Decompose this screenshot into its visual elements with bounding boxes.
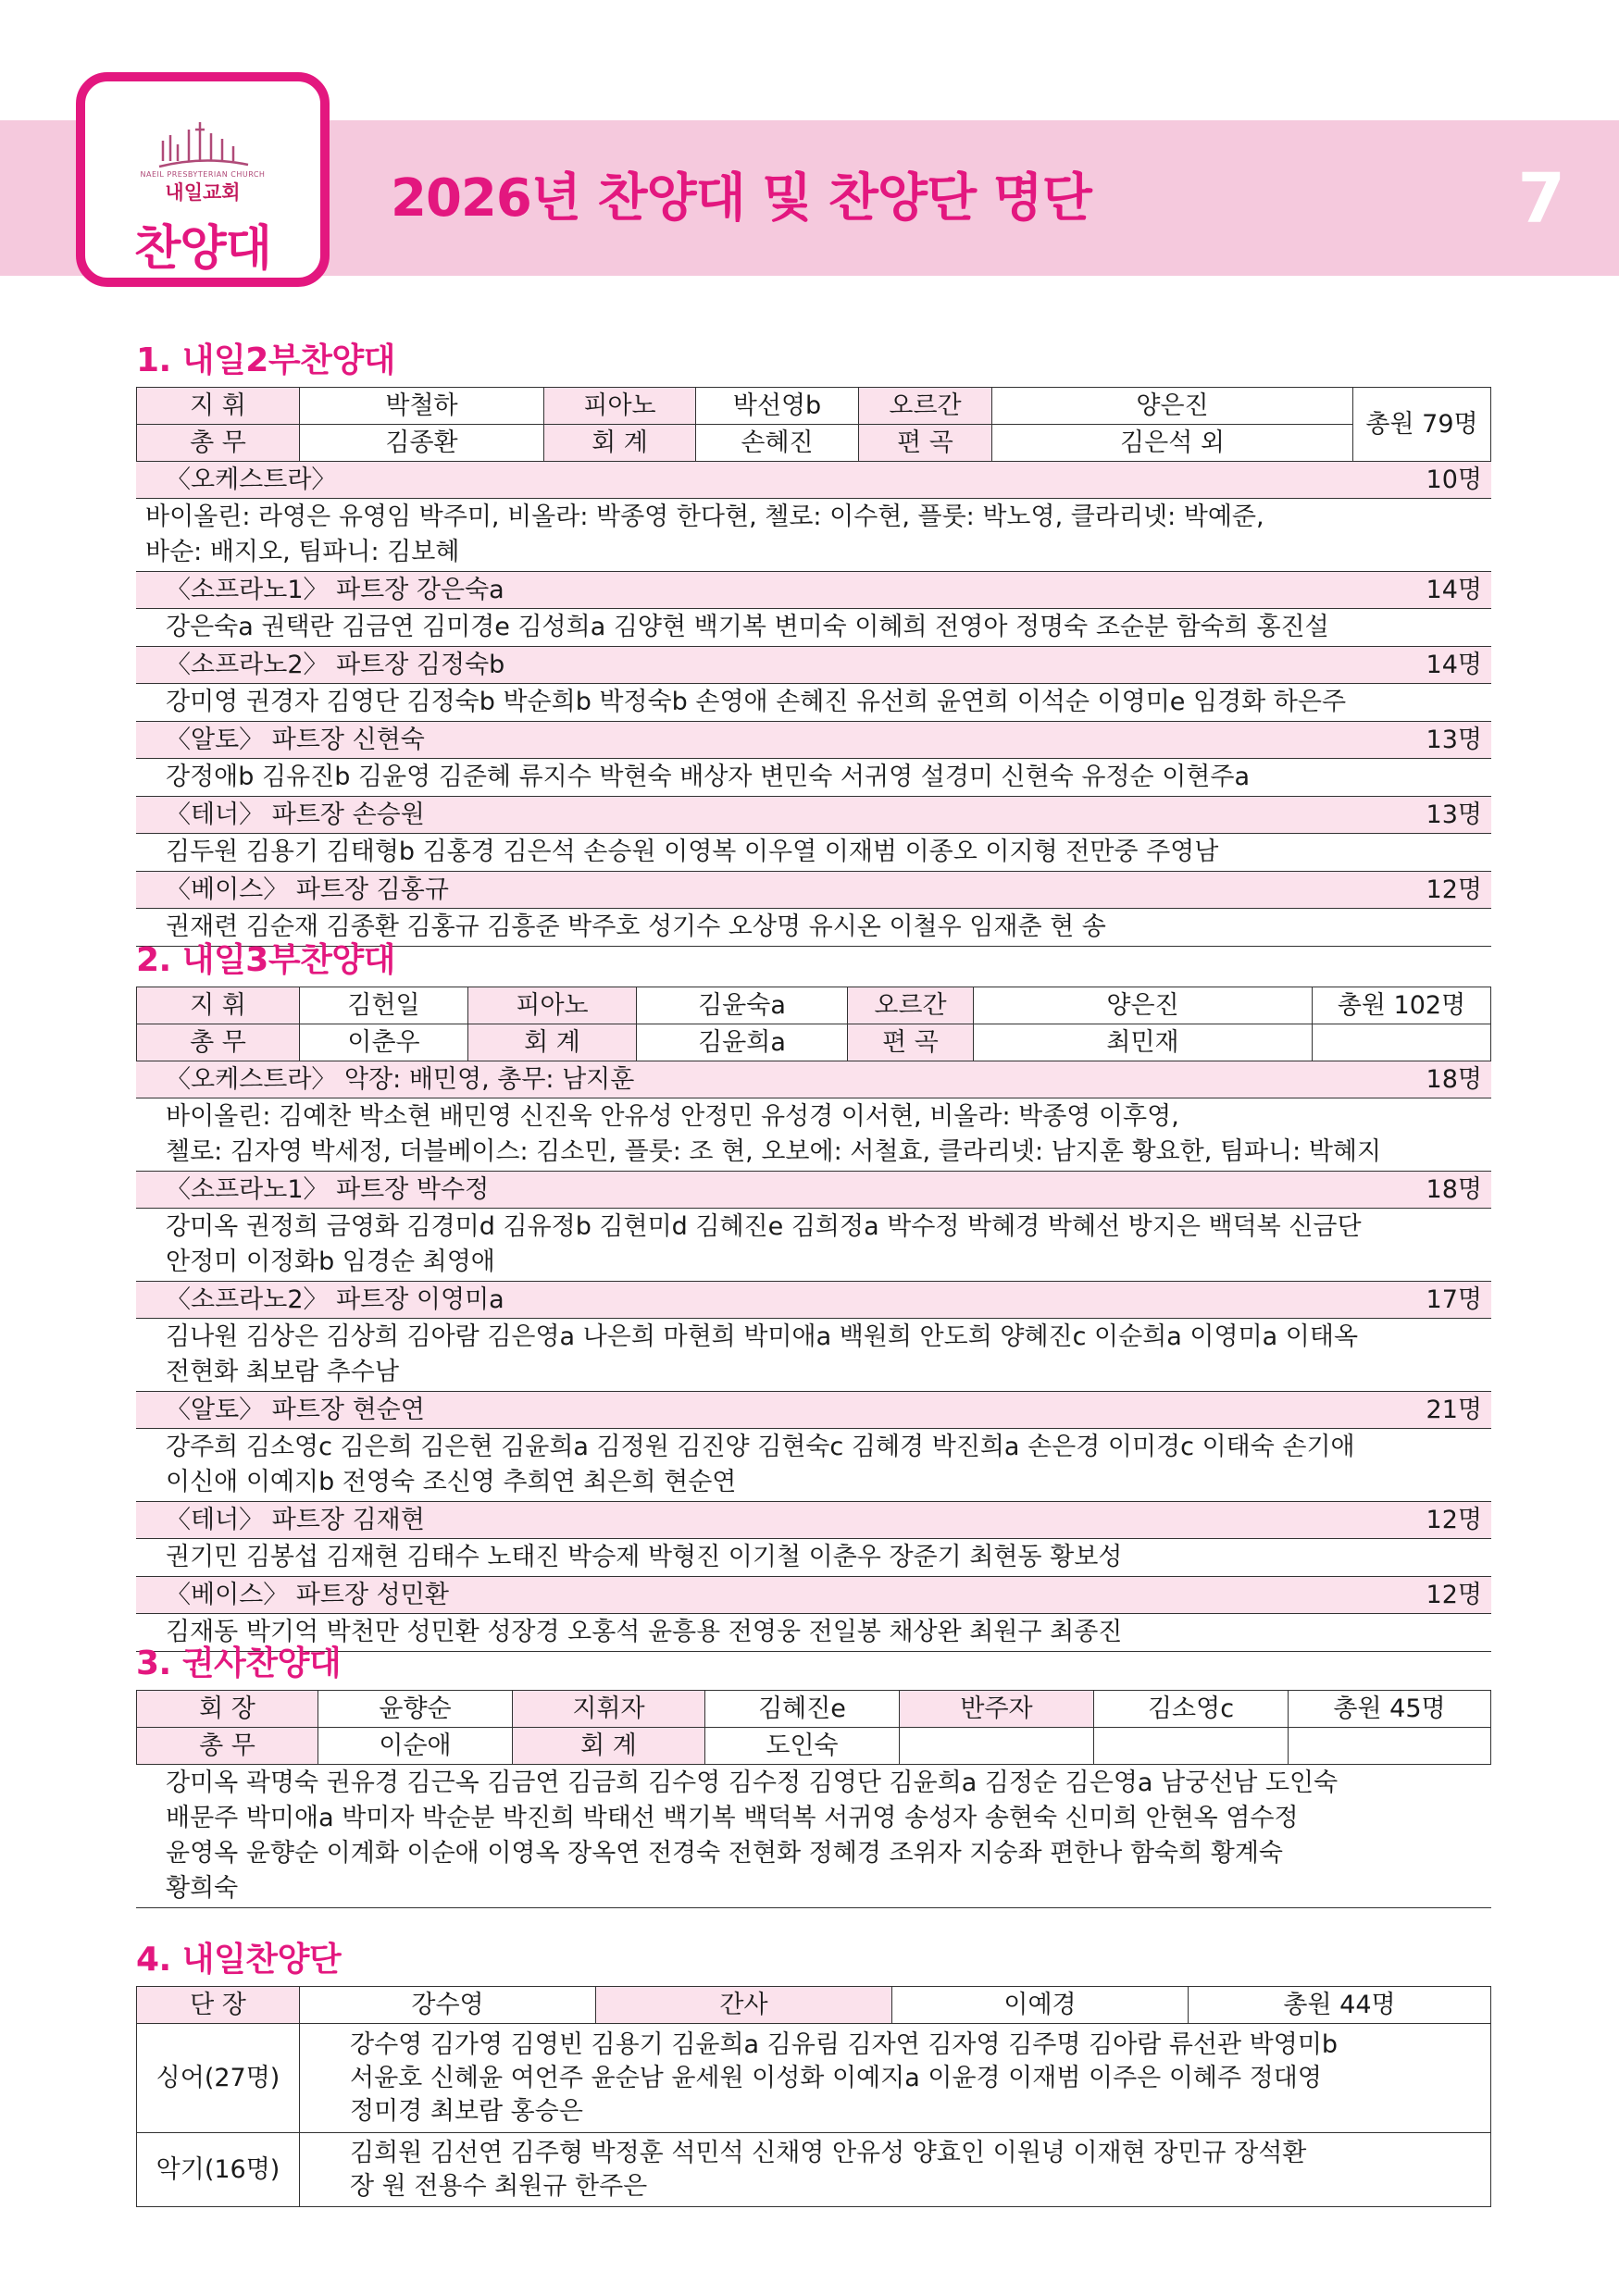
info-value: 이예경 <box>892 1987 1189 2024</box>
part-header <box>136 797 1491 834</box>
member-line: 황희숙 <box>166 1874 239 1903</box>
part-header <box>136 647 1491 684</box>
part-header <box>136 872 1491 909</box>
part-count: 13명 <box>1426 726 1482 754</box>
logo-caption: NAEIL PRESBYTERIAN CHURCH <box>140 170 266 179</box>
section-deaconess-choir <box>136 1638 1491 1908</box>
part-count: 18명 <box>1426 1175 1482 1204</box>
member-line: 김두원 김용기 김태형b 김홍경 김은석 손승원 이영복 이우열 이재범 이종오 이지형 전만중 주영남 <box>166 838 1219 866</box>
part-header <box>136 1282 1491 1319</box>
info-value: 김윤희a <box>637 1024 848 1061</box>
part-count: 13명 <box>1426 800 1482 829</box>
info-value: 양은진 <box>992 388 1353 425</box>
logo-title: 찬양대 <box>134 221 271 277</box>
singers-label: 싱어(27명) <box>137 2024 300 2133</box>
info-label: 지 휘 <box>137 388 300 425</box>
member-line: 강주희 김소영c 김은희 김은현 김윤희a 김정원 김진양 김현숙c 김혜경 박진희a 손은경 이미경c 이태숙 손기애 <box>166 1433 1355 1461</box>
part-label: 〈베이스〉 파트장 김홍규 <box>166 875 449 904</box>
member-list <box>136 609 1491 647</box>
member-line: 바이올린: 라영은 유영임 박주미, 비올라: 박종영 한다현, 첼로: 이수현, 플룻: 박노영, 클라리넷: 박예준, <box>145 503 1264 531</box>
member-line: 정미경 최보람 홍승은 <box>350 2096 583 2126</box>
info-value: 김종환 <box>300 425 544 462</box>
member-list <box>136 759 1491 797</box>
part-label: 〈알토〉 파트장 현순연 <box>166 1396 425 1424</box>
part-count: 21명 <box>1426 1396 1482 1424</box>
info-label: 오르간 <box>859 388 992 425</box>
section-title: 2. 내일3부찬양대 <box>136 941 395 979</box>
info-label: 단 장 <box>137 1987 300 2024</box>
page-number: 7 <box>1517 159 1565 239</box>
part-count: 12명 <box>1426 1506 1482 1534</box>
section-3rd-service-choir <box>136 935 1491 1652</box>
info-value: 박선영b <box>696 388 859 425</box>
member-line: 강미영 권경자 김영단 김정숙b 박순희b 박정숙b 손영애 손혜진 유선희 윤연희 이석순 이영미e 임경화 하은주 <box>166 688 1347 716</box>
part-label: 〈소프라노2〉 파트장 이영미a <box>166 1285 504 1314</box>
member-line: 바순: 배지오, 팀파니: 김보혜 <box>145 538 460 566</box>
member-line: 강수영 김가영 김영빈 김용기 김윤희a 김유림 김자연 김자영 김주명 김아람 류선관 박영미b <box>350 2029 1339 2059</box>
section-title: 1. 내일2부찬양대 <box>136 341 395 379</box>
instruments-list <box>300 2133 1491 2207</box>
info-value: 김혜진e <box>705 1691 900 1728</box>
member-line: 이신애 이예지b 전영숙 조신영 추희연 최은희 현순연 <box>166 1468 737 1496</box>
part-count: 12명 <box>1426 1581 1482 1609</box>
total-count: 총원 44명 <box>1189 1987 1491 2024</box>
choir-info-table <box>136 1690 1491 1765</box>
page-title: 2026년 찬양대 및 찬양단 명단 <box>391 168 1091 229</box>
member-line: 강정애b 김유진b 김윤영 김준혜 류지수 박현숙 배상자 변민숙 서귀영 설경미 신현숙 유정순 이현주a <box>166 763 1251 791</box>
member-list <box>136 684 1491 722</box>
choir-info-table <box>136 987 1491 1061</box>
part-header <box>136 572 1491 609</box>
member-line: 전현화 최보람 추수남 <box>166 1358 399 1386</box>
info-value: 이순애 <box>318 1728 513 1765</box>
info-label: 회 장 <box>137 1691 318 1728</box>
info-value: 김헌일 <box>300 987 468 1024</box>
member-line: 강미옥 권정희 금영화 김경미d 김유정b 김현미d 김혜진e 김희정a 박수정 박혜경 박혜선 방지은 백덕복 신금단 <box>166 1212 1362 1241</box>
info-value: 김은석 외 <box>992 425 1353 462</box>
part-label: 〈오케스트라〉 악장: 배민영, 총무: 남지훈 <box>166 1065 635 1094</box>
member-list <box>136 1429 1491 1502</box>
info-value: 강수영 <box>300 1987 596 2024</box>
member-list <box>136 499 1491 572</box>
part-label: 〈알토〉 파트장 신현숙 <box>166 726 425 754</box>
member-line: 김나원 김상은 김상희 김아람 김은영a 나은희 마현희 박미애a 백원희 안도희 양혜진c 이순희a 이영미a 이태옥 <box>166 1322 1359 1351</box>
member-line: 바이올린: 김예찬 박소현 배민영 신진욱 안유성 안정민 유성경 이서현, 비올라: 박종영 이후영, <box>166 1102 1179 1131</box>
member-line: 강은숙a 권택란 김금연 김미경e 김성희a 김양현 백기복 변미숙 이혜희 전영아 정명숙 조순분 함숙희 홍진설 <box>166 613 1329 641</box>
part-label: 〈테너〉 파트장 김재현 <box>166 1506 425 1534</box>
member-line: 서윤호 신혜윤 여언주 윤순남 윤세원 이성화 이예지a 이윤경 이재범 이주은 이혜주 정대영 <box>350 2063 1322 2092</box>
info-value: 이춘우 <box>300 1024 468 1061</box>
member-line: 장 원 전용수 최원규 한주은 <box>350 2171 648 2201</box>
section-title: 3. 권사찬양대 <box>136 1644 342 1682</box>
part-label: 〈베이스〉 파트장 성민환 <box>166 1581 449 1609</box>
part-label: 〈소프라노1〉 파트장 박수정 <box>166 1175 490 1204</box>
instruments-label: 악기(16명) <box>137 2133 300 2207</box>
info-label: 간사 <box>596 1987 892 2024</box>
empty-cell <box>1094 1728 1289 1765</box>
member-line: 첼로: 김자영 박세정, 더블베이스: 김소민, 플룻: 조 현, 오보에: 서철효, 클라리넷: 남지훈 황요한, 팀파니: 박혜지 <box>166 1137 1382 1166</box>
info-value: 박철하 <box>300 388 544 425</box>
info-label: 회 계 <box>513 1728 705 1765</box>
praise-team-table <box>136 1986 1491 2207</box>
member-list <box>136 1319 1491 1392</box>
total-count: 총원 79명 <box>1353 388 1491 462</box>
part-count: 17명 <box>1426 1285 1482 1314</box>
part-header <box>136 1172 1491 1209</box>
info-label: 회 계 <box>544 425 696 462</box>
info-label: 반주자 <box>900 1691 1094 1728</box>
part-count: 14명 <box>1426 576 1482 604</box>
part-header <box>136 722 1491 759</box>
info-value: 도인숙 <box>705 1728 900 1765</box>
info-value: 윤향순 <box>318 1691 513 1728</box>
info-value: 손혜진 <box>696 425 859 462</box>
info-label: 지휘자 <box>513 1691 705 1728</box>
info-label: 오르간 <box>848 987 974 1024</box>
part-count: 10명 <box>1426 465 1482 494</box>
church-skyline-icon <box>157 118 250 170</box>
member-line: 김희원 김선연 김주형 박정훈 석민석 신채영 안유성 양효인 이원녕 이재현 장민규 장석환 <box>350 2138 1307 2167</box>
info-value: 양은진 <box>974 987 1313 1024</box>
info-label: 총 무 <box>137 425 300 462</box>
info-label: 피아노 <box>544 388 696 425</box>
info-value: 김소영c <box>1094 1691 1289 1728</box>
section-praise-team <box>136 1934 1491 2207</box>
member-line: 안정미 이정화b 임경순 최영애 <box>166 1247 495 1276</box>
section-title: 4. 내일찬양단 <box>136 1941 342 1979</box>
part-header <box>136 462 1491 499</box>
empty-cell <box>900 1728 1094 1765</box>
member-line: 권기민 김봉섭 김재현 김태수 노태진 박승제 박형진 이기철 이춘우 장준기 최현동 황보성 <box>166 1543 1123 1571</box>
part-count: 12명 <box>1426 875 1482 904</box>
member-line: 배문주 박미애a 박미자 박순분 박진희 박태선 백기복 백덕복 서귀영 송성자 송현숙 신미희 안현옥 염수정 <box>166 1804 1299 1832</box>
empty-cell <box>1289 1728 1491 1765</box>
info-label: 편 곡 <box>859 425 992 462</box>
info-label: 편 곡 <box>848 1024 974 1061</box>
empty-cell <box>1313 1024 1491 1061</box>
part-count: 14명 <box>1426 651 1482 679</box>
member-list <box>136 834 1491 872</box>
member-list <box>136 1765 1491 1908</box>
part-label: 〈오케스트라〉 <box>166 465 337 494</box>
total-count: 총원 102명 <box>1313 987 1491 1024</box>
part-label: 〈소프라노2〉 파트장 김정숙b <box>166 651 505 679</box>
church-name: 내일교회 <box>165 181 241 204</box>
info-label: 지 휘 <box>137 987 300 1024</box>
info-label: 총 무 <box>137 1728 318 1765</box>
member-line: 강미옥 곽명숙 권유경 김근옥 김금연 김금희 김수영 김수정 김영단 김윤희a 김정순 김은영a 남궁선남 도인숙 <box>166 1769 1339 1797</box>
part-header <box>136 1392 1491 1429</box>
member-line: 윤영옥 윤향순 이계화 이순애 이영옥 장옥연 전경숙 전현화 정혜경 조위자 지숭좌 편한나 함숙희 황계숙 <box>166 1839 1284 1868</box>
info-value: 최민재 <box>974 1024 1313 1061</box>
part-count: 18명 <box>1426 1065 1482 1094</box>
member-list <box>136 1539 1491 1577</box>
member-list <box>136 1098 1491 1172</box>
singers-list <box>300 2024 1491 2133</box>
member-line: 권재련 김순재 김종환 김홍규 김흥준 박주호 성기수 오상명 유시온 이철우 임재춘 현 송 <box>166 912 1106 941</box>
choir-logo-box <box>76 72 330 287</box>
info-value: 김윤숙a <box>637 987 848 1024</box>
total-count: 총원 45명 <box>1289 1691 1491 1728</box>
part-label: 〈테너〉 파트장 손승원 <box>166 800 425 829</box>
choir-info-table <box>136 387 1491 462</box>
part-label: 〈소프라노1〉 파트장 강은숙a <box>166 576 504 604</box>
part-header <box>136 1061 1491 1098</box>
part-header <box>136 1577 1491 1614</box>
info-label: 회 계 <box>468 1024 637 1061</box>
part-header <box>136 1502 1491 1539</box>
member-list <box>136 1209 1491 1282</box>
info-label: 피아노 <box>468 987 637 1024</box>
section-2nd-service-choir <box>136 335 1491 947</box>
info-label: 총 무 <box>137 1024 300 1061</box>
member-line: 김재동 박기억 박천만 성민환 성장경 오홍석 윤흥용 전영웅 전일봉 채상완 최원구 최종진 <box>166 1618 1123 1646</box>
